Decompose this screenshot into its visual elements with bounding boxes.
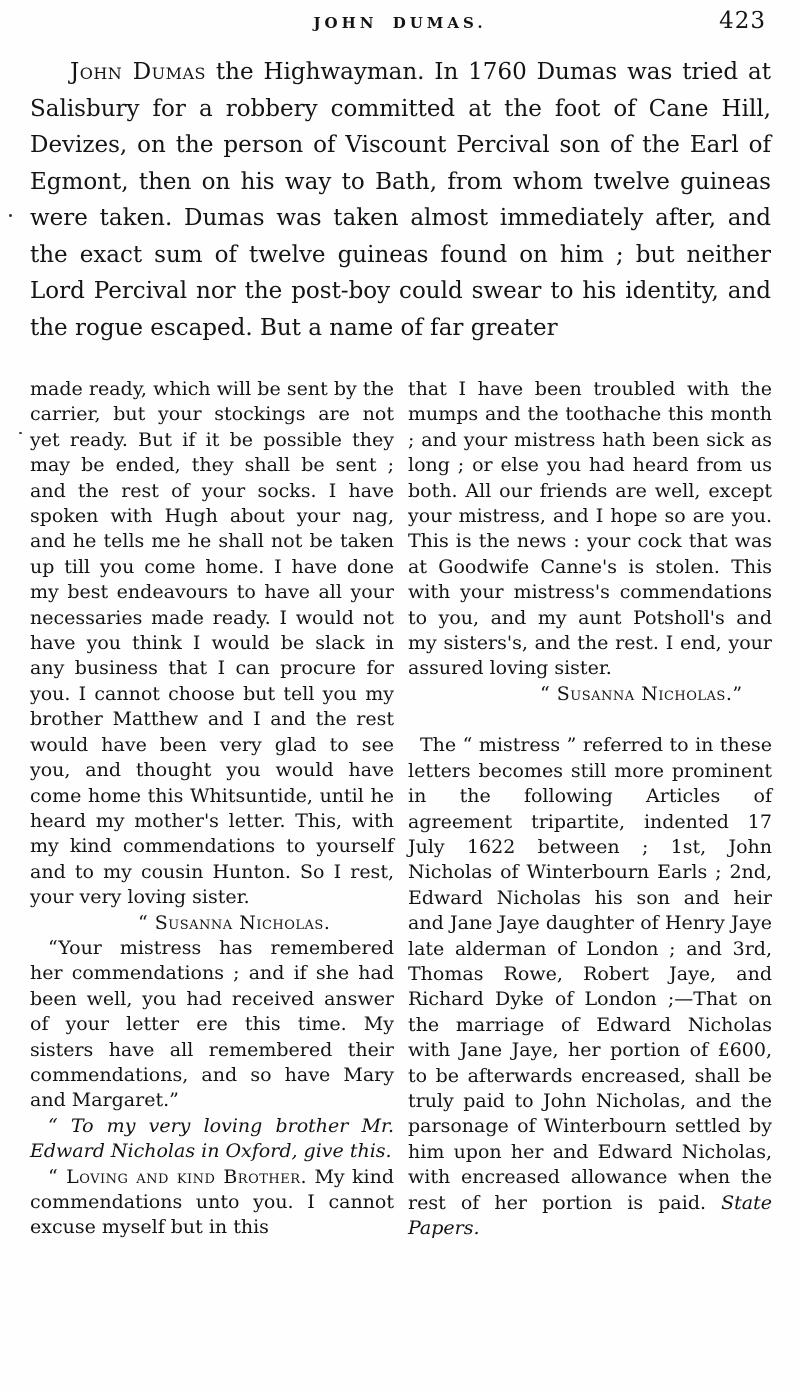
letter-paragraph-mistress: “Your mistress has remembered her commendations ; and if she had been well, you had received answer of your letter ere this time. My sisters have all remembered their commendations, and so have Mary and Margaret.”	[30, 936, 394, 1112]
signature-name: “ Susanna Nicholas.	[138, 911, 331, 934]
letter-salutation: “ Loving and kind Brother.	[48, 1165, 308, 1188]
signature-line	[408, 682, 772, 707]
page-header	[0, 8, 800, 42]
letter-paragraph-brother	[30, 1165, 394, 1241]
letter-paragraph-brother-body: My kind commendations unto you. I cannot excuse myself but in this	[30, 1165, 394, 1239]
letter-paragraph-continuation: that I have been troubled with the mumps and the toothache this month ; and your mistress hath been sick as long ; or else you had heard from us both. All our friends are well, except your mistress, and I hope so are you. This is the news : your cock that was at Goodwife Canne's is stolen. This with your mistress's commendations to you, and my aunt Potsholl's and my sisters's, and the rest. I end, your assured loving sister.	[408, 378, 772, 680]
running-title: JOHN DUMAS.	[313, 14, 487, 32]
articles-source-citation: State Papers.	[408, 1191, 772, 1239]
letter-paragraph-continuation: made ready, which will be sent by the carrier, but your stockings are not yet ready. But if it be possible they may be ended, they shall be sent ; and the rest of your socks. I have spoken with Hugh about your nag, and he tells me he shall not be taken up till you come home. I have done my best endeavours to have all your necessaries made ready. I would not have you think I would be slack in any business that I can procure for you. I cannot choose but tell you my brother Matthew and I and the rest would have been very glad to see you, and thought you would have come home this Whitsuntide, until he heard my mother's letter. This, with my kind commendations to yourself and to my cousin Hunton. So I rest, your very loving sister.	[30, 378, 394, 909]
main-paragraph	[30, 54, 771, 346]
articles-paragraph-body: The “ mistress ” referred to in these letters becomes still more prominent in the following Articles of agreement tripartite, indented 17 July 1622 between ; 1st, John Nicholas of Winterbourn Earls ; 2nd, Edward Nicholas his son and heir and Jane Jaye daughter of Henry Jaye late alderman of London ; and 3rd, Thomas Rowe, Robert Jaye, and Richard Dyke of London ;—That on the marriage of Edward Nicholas with Jane Jaye, her portion of £600, to be afterwards encreased, shall be truly paid to John Nicholas, and the parsonage of Winterbourn settled by him upon her and Edward Nicholas, with encreased allowance when the rest of her portion is paid.	[408, 734, 772, 1214]
scan-speck	[19, 432, 22, 434]
signature-name: “ Susanna Nicholas.”	[540, 682, 743, 705]
articles-paragraph	[408, 733, 772, 1241]
signature-line	[30, 911, 394, 936]
two-column-section	[30, 377, 772, 1241]
letter-address-line: “ To my very loving brother Mr. Edward Nicholas in Oxford, give this.	[30, 1114, 394, 1163]
scan-speck	[9, 214, 12, 217]
page-number: 423	[719, 8, 766, 34]
left-column	[30, 377, 394, 1241]
right-column	[408, 377, 772, 1241]
main-paragraph-body: the Highwayman. In 1760 Dumas was tried at Salisbury for a robbery committed at the foot of Cane Hill, Devizes, on the person of Viscount Percival son of the Earl of Egmont, then on his way to Bath, from whom twelve guineas were taken. Dumas was taken almost immediately after, and the exact sum of twelve guineas found on him ; but neither Lord Percival nor the post-boy could swear to his identity, and the rogue escaped. But a name of far greater	[30, 59, 771, 341]
main-text-block	[30, 54, 771, 346]
main-paragraph-lead: John Dumas	[70, 59, 207, 85]
